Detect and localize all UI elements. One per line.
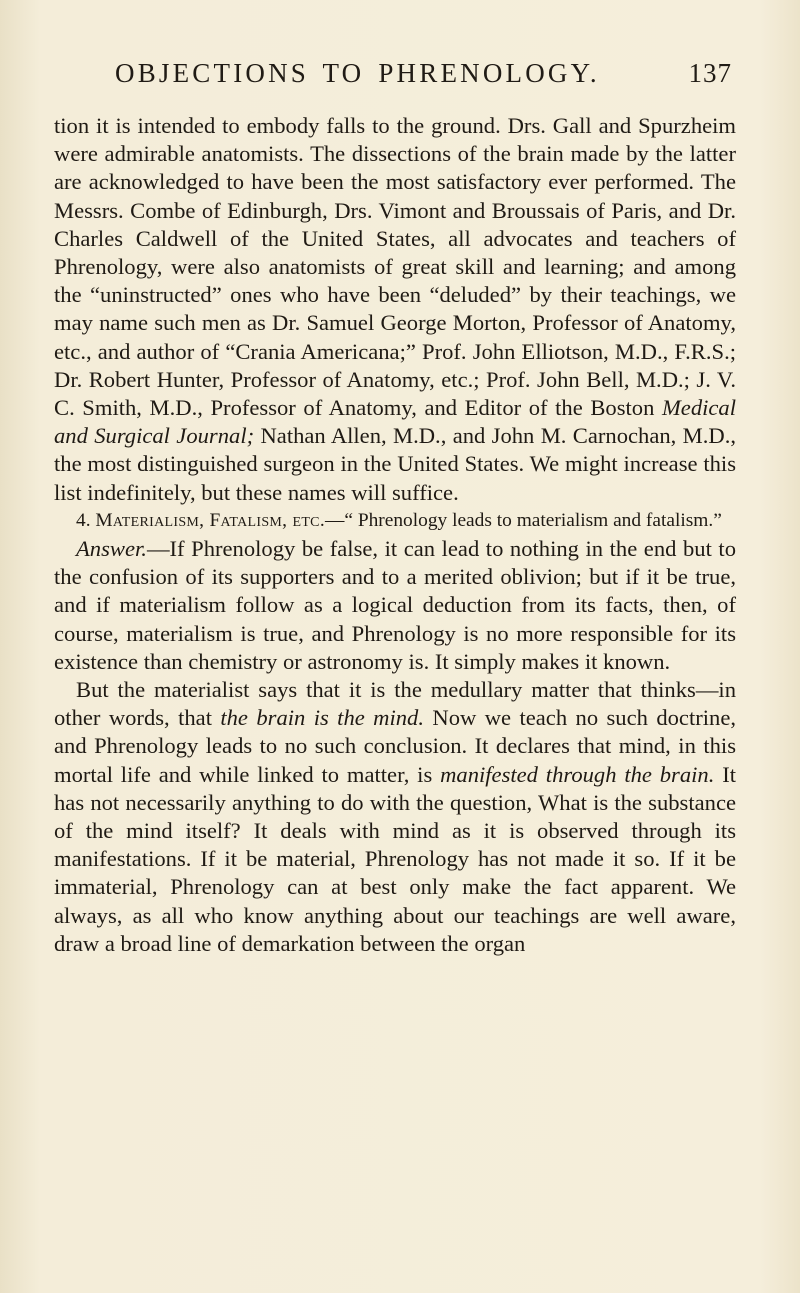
paragraph-3-part-3: It has not necessarily anything to do with the question, What is the substance of the mind itself? It deals with mind as it is observed through its manifestations. If it be material, Phrenology has not made it so. If it be immaterial, Phrenology can at best only make the fact apparent. We always, as all who know anything about our teachings are well aware, draw a broad line of demarkation between the organ [54,761,737,956]
paragraph-1-part-2: Nathan Allen, M.D., and John M. Carnochan, M.D., the most distinguished surgeon in the United States. We might increase this list indefinitely, but these names will suffice. [54,423,736,505]
page-header [115,58,730,94]
body-text [54,112,736,958]
materialist-paragraph [54,676,736,958]
paragraph-continuation [54,112,736,507]
journal-title: Medical and Surgical Journal; [54,395,736,449]
paragraph-3-part-1: But the materialist says that it is the medullary matter that thinks—in other words, that [54,677,736,731]
answer-label: Answer. [76,536,147,562]
section-heading-4 [54,507,736,535]
answer-text: —If Phrenology be false, it can lead to nothing in the end but to the confusion of its supporters and to a merited oblivion; but if it be true, and if materialism follow as a logical deduction from its facts, then, of course, materialism is true, and Phrenology is no more responsible for its existence than chemistry or astronomy is. It simply makes it known. [54,536,736,674]
section-number: 4. [76,509,96,531]
section-quote: —“ Phrenology leads to materialism and fatalism.” [324,509,722,531]
running-head: OBJECTIONS TO PHRENOLOGY. [115,58,600,88]
section-title: Materialism, Fatalism, etc. [95,509,325,531]
answer-paragraph [54,535,736,676]
page-number: 137 [688,58,732,88]
paragraph-1-part-1: tion it is intended to embody falls to the ground. Drs. Gall and Spurzheim were admirable anatomists. The dissections of the brain made by the latter are acknowledged to have been the most satisfactory ever performed. The Messrs. Combe of Edinburgh, Drs. Vimont and Broussais of Paris, and Dr. Charles Caldwell of the United States, all advocates and teachers of Phrenology, were also anatomists of great skill and learning; and among the “uninstructed” ones who have been “deluded” by their teachings, we may name such men as Dr. Samuel George Morton, Professor of Anatomy, etc., and author of “Crania Americana;” Prof. John Elliotson, M.D., F.R.S.; Dr. Robert Hunter, Professor of Anatomy, etc.; Prof. John Bell, M.D.; J. V. C. Smith, M.D., Professor of Anatomy, and Editor of the Boston [54,113,736,421]
emphasis-brain-mind: the brain is the mind. [220,705,425,731]
emphasis-manifested: manifested through the brain. [440,761,715,787]
paragraph-3-part-2: Now we teach no such doctrine, and Phrenology leads to no such conclusion. It declares that mind, in this mortal life and while linked to matter, is [54,705,736,787]
